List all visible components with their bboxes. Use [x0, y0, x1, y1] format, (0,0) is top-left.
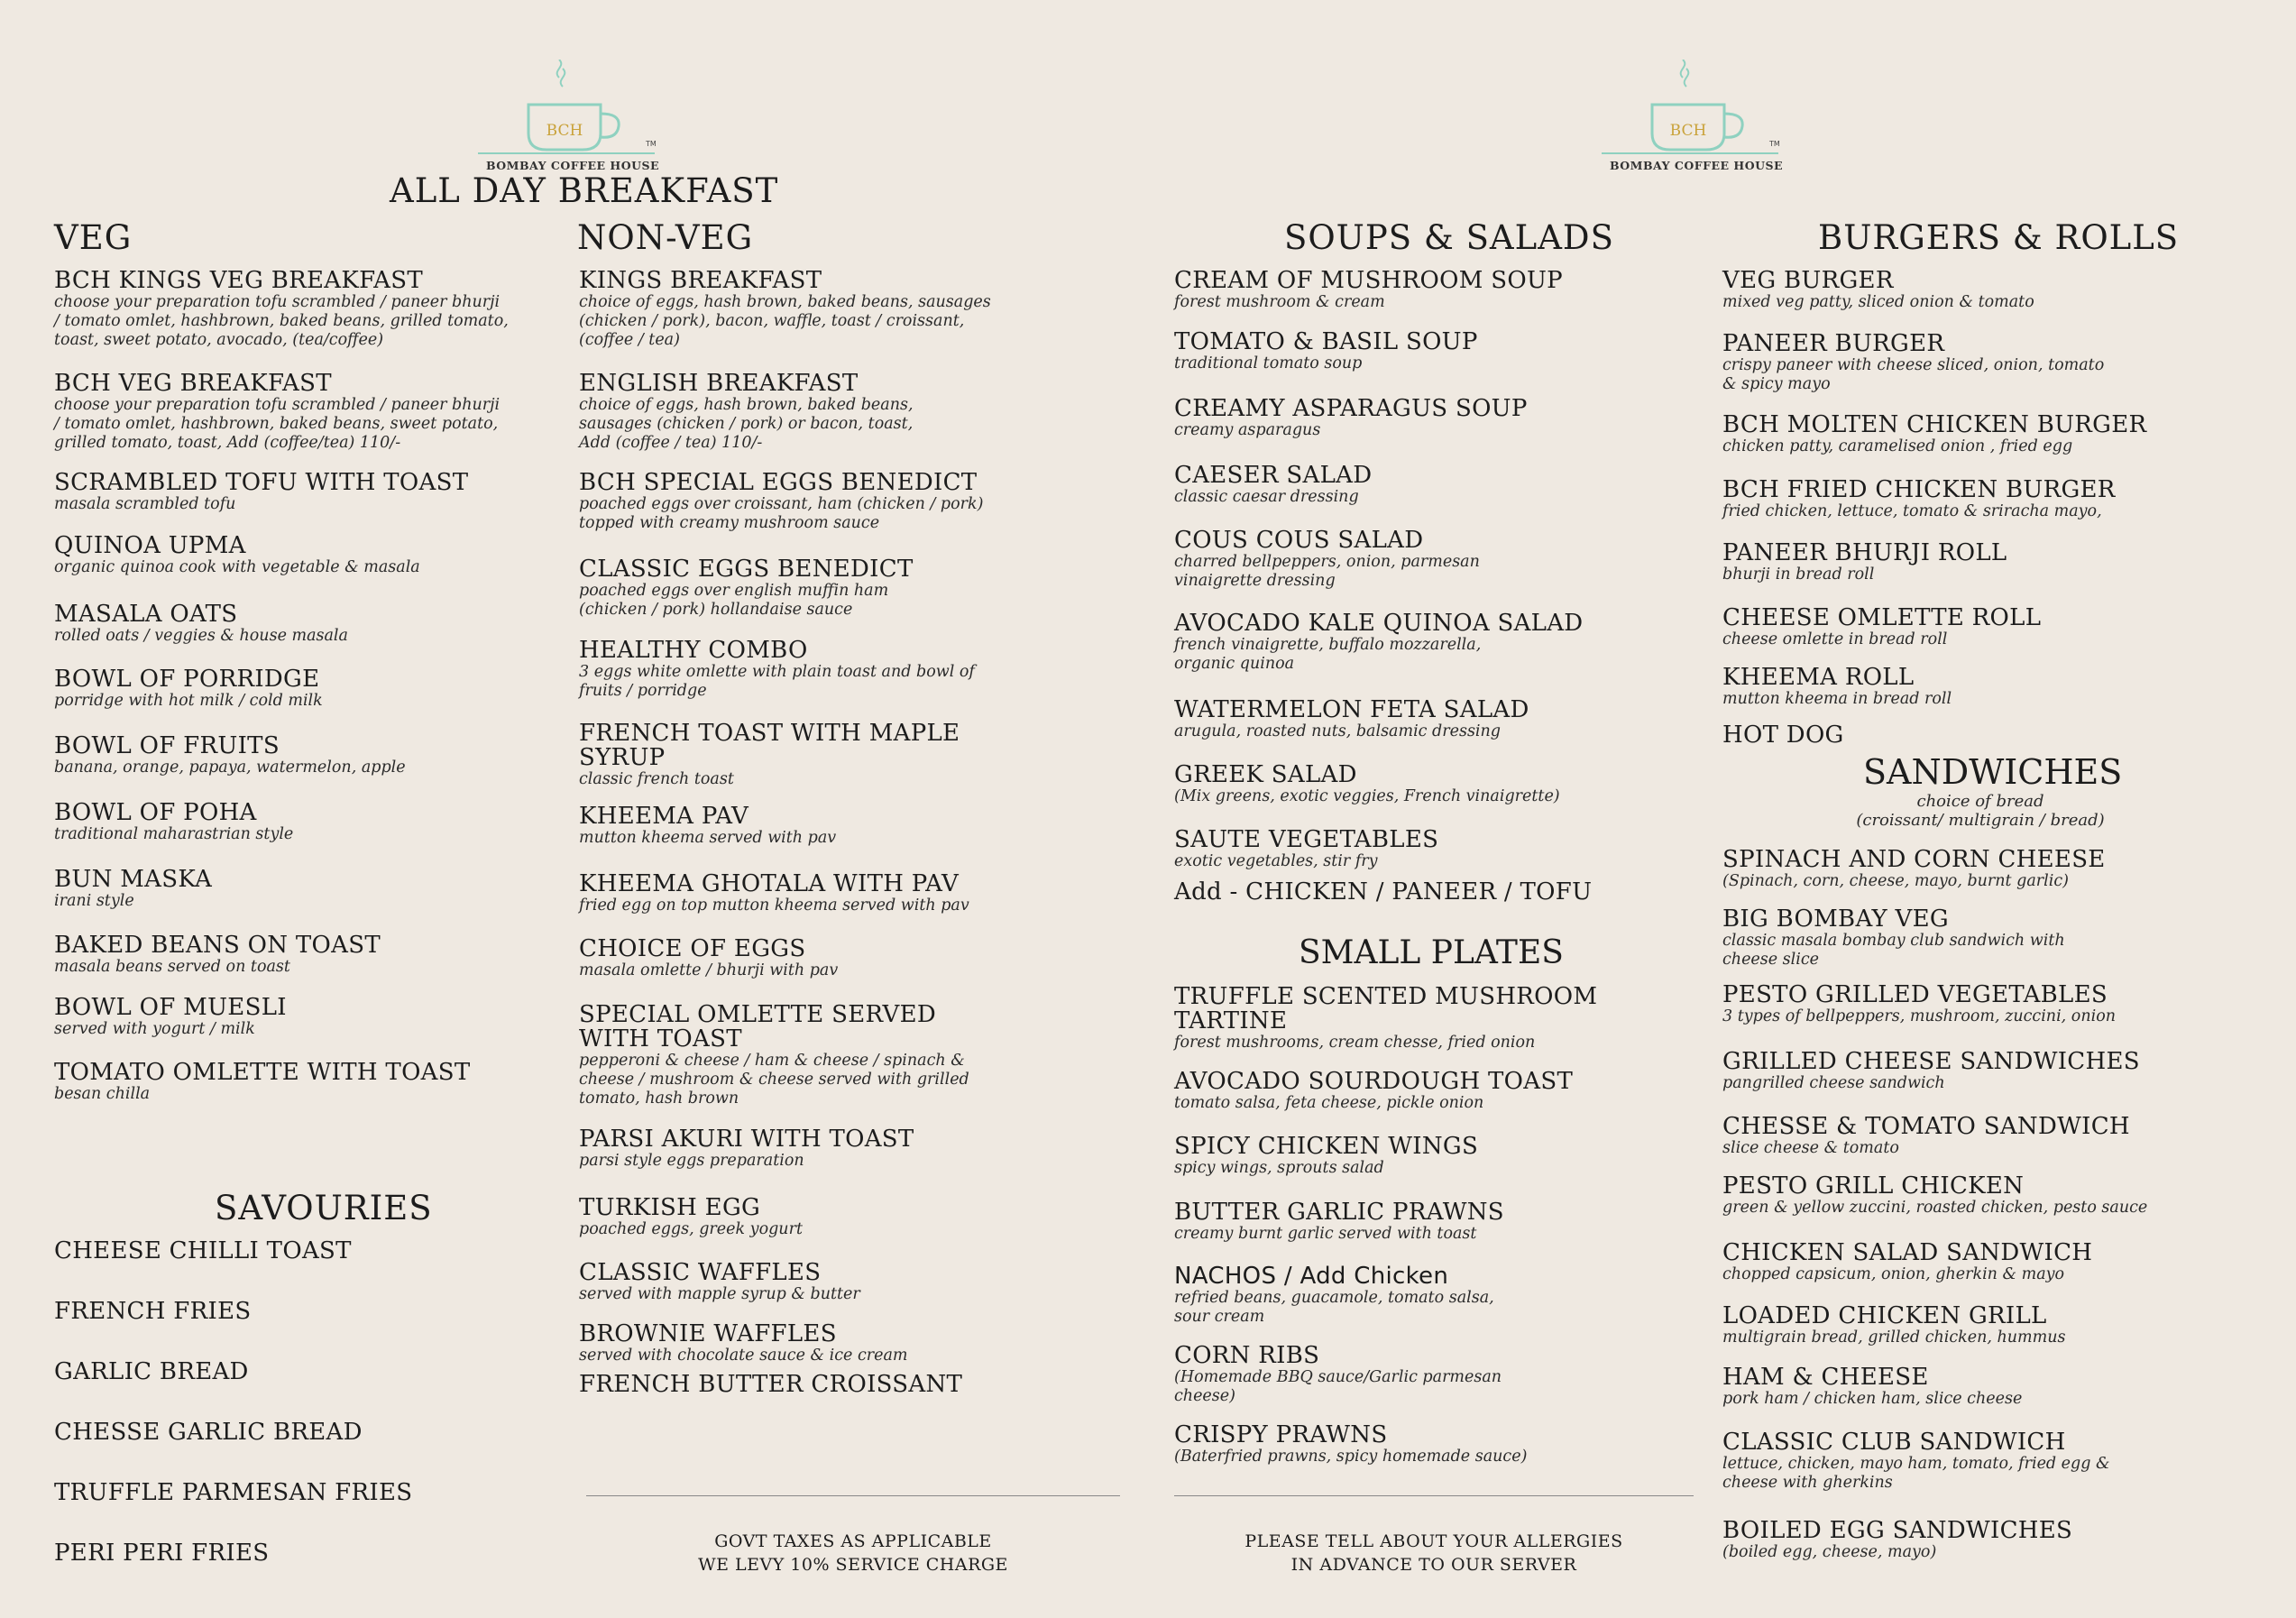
menu-item — [579, 372, 914, 453]
menu-item-desc: choice of eggs, hash brown, baked beans, sausages — [579, 293, 991, 311]
menu-item-desc: forest mushrooms, cream chesse, fried onion — [1174, 1034, 1536, 1052]
menu-item — [54, 1061, 471, 1104]
menu-item-name: PESTO GRILL CHICKEN — [1722, 1172, 2025, 1200]
menu-item-desc: served with yogurt / milk — [54, 1020, 255, 1038]
menu-item-name: SPICY CHICKEN WINGS — [1174, 1133, 1479, 1160]
menu-item-desc: poached eggs over croissant, ham (chicken / pork) — [579, 495, 984, 513]
menu-item-desc: irani style — [54, 892, 134, 910]
menu-item — [1174, 464, 1372, 507]
menu-item — [579, 471, 983, 533]
menu-item-desc: creamy asparagus — [1174, 421, 1321, 439]
menu-item-desc: organic quinoa — [1174, 655, 1295, 673]
brand-name: BOMBAY COFFEE HOUSE — [1609, 159, 1784, 172]
menu-item-desc: / tomato omlet, hashbrown, baked beans, grilled tomato, — [54, 312, 509, 330]
footer-taxes — [586, 1530, 1120, 1577]
menu-item-desc: 3 eggs white omlette with plain toast and bowl of — [579, 663, 975, 681]
menu-item-desc: (boiled egg, cheese, mayo) — [1722, 1543, 1937, 1561]
menu-item — [579, 722, 960, 789]
menu-item-name: BOWL OF FRUITS — [54, 732, 280, 759]
menu-item — [54, 471, 468, 514]
menu-item — [1722, 332, 2104, 394]
menu-item-name: BCH VEG BREAKFAST — [54, 370, 332, 397]
menu-item-name: GREEK SALAD — [1174, 761, 1357, 788]
menu-item-name: AVOCADO SOURDOUGH TOAST — [1174, 1068, 1574, 1095]
footer-line: GOVT TAXES AS APPLICABLE — [714, 1531, 992, 1551]
menu-item — [1174, 529, 1480, 591]
menu-item — [54, 602, 348, 646]
menu-item-desc: multigrain bread, grilled chicken, hummus — [1722, 1328, 2066, 1347]
menu-item-name: BIG BOMBAY VEG — [1722, 906, 1949, 933]
burgers-title: BURGERS & ROLLS — [1818, 218, 2180, 257]
menu-item-desc: fried egg on top mutton kheema served with pav — [579, 896, 969, 915]
menu-item — [1722, 723, 1844, 748]
menu-item-desc: topped with creamy mushroom sauce — [579, 514, 880, 532]
menu-item — [54, 996, 287, 1039]
menu-item-desc: pepperoni & cheese / ham & cheese / spinach & — [579, 1052, 965, 1070]
menu-item-name: BUN MASKA — [54, 866, 213, 893]
menu-item-name: CORN RIBS — [1174, 1342, 1320, 1369]
menu-item — [1722, 269, 2034, 312]
menu-item — [579, 1196, 803, 1239]
menu-item-desc: slice cheese & tomato — [1722, 1139, 1899, 1157]
menu-item-desc: exotic vegetables, stir fry — [1174, 852, 1378, 870]
menu-item — [1722, 1174, 2147, 1218]
menu-item-desc: tomato salsa, feta cheese, pickle onion — [1174, 1094, 1484, 1112]
menu-item — [54, 1360, 249, 1384]
menu-item — [579, 1127, 914, 1171]
menu-item — [1722, 1365, 2022, 1409]
menu-item-name: CLASSIC WAFFLES — [579, 1259, 822, 1286]
menu-item-name: CHESSE GARLIC BREAD — [54, 1419, 363, 1446]
menu-item-name: HAM & CHEESE — [1722, 1364, 1929, 1391]
menu-item-desc: (Mix greens, exotic veggies, French vinaigrette) — [1174, 787, 1560, 805]
menu-item-desc: refried beans, guacamole, tomato salsa, — [1174, 1289, 1494, 1307]
menu-item — [1722, 478, 2116, 521]
menu-item — [1722, 1115, 2130, 1158]
divider-left — [586, 1495, 1120, 1496]
menu-item — [54, 801, 293, 844]
menu-item-name: Add - CHICKEN / PANEER / TOFU — [1174, 878, 1593, 906]
menu-item — [1722, 907, 2065, 970]
menu-item-desc: (coffee / tea) — [579, 331, 680, 349]
menu-item — [579, 269, 991, 350]
menu-item-desc: classic caesar dressing — [1174, 488, 1359, 506]
svg-text:BCH: BCH — [1669, 122, 1707, 140]
menu-item-name: HOT DOG — [1722, 722, 1844, 749]
menu-item-name: KHEEMA GHOTALA WITH PAV — [579, 870, 960, 897]
menu-item — [1174, 1264, 1494, 1327]
menu-item-desc: cheese / mushroom & cheese served with grilled — [579, 1071, 969, 1089]
menu-item-desc: mutton kheema in bread roll — [1722, 690, 1952, 708]
menu-item-name: GARLIC BREAD — [54, 1358, 249, 1385]
menu-item-name: CHEESE OMLETTE ROLL — [1722, 604, 2042, 631]
menu-item — [579, 937, 838, 980]
menu-item-name: WATERMELON FETA SALAD — [1174, 696, 1529, 723]
menu-item-desc: served with chocolate sauce & ice cream — [579, 1347, 908, 1365]
menu-item-name: CHESSE & TOMATO SANDWICH — [1722, 1113, 2130, 1140]
menu-item-name: BUTTER GARLIC PRAWNS — [1174, 1199, 1504, 1226]
menu-item-desc: grilled tomato, toast, Add (coffee/tea) 110/- — [54, 434, 401, 452]
menu-item-name: HEALTHY COMBO — [579, 637, 808, 664]
menu-item — [579, 804, 836, 848]
menu-item-desc: toast, sweet potato, avocado, (tea/coffee) — [54, 331, 384, 349]
menu-item-desc: choose your preparation tofu scrambled / paneer bhurji — [54, 396, 501, 414]
menu-item — [54, 1300, 251, 1324]
menu-item-desc: french vinaigrette, buffalo mozzarella, — [1174, 636, 1482, 654]
soups-title: SOUPS & SALADS — [1284, 218, 1614, 257]
menu-item-desc: & spicy mayo — [1722, 375, 1831, 393]
menu-item-desc: charred bellpeppers, onion, parmesan — [1174, 553, 1480, 571]
menu-item-desc: served with mapple syrup & butter — [579, 1285, 860, 1303]
menu-item — [54, 667, 323, 711]
menu-item-desc: chopped capsicum, onion, gherkin & mayo — [1722, 1265, 2065, 1283]
menu-item — [1174, 763, 1560, 806]
menu-item-desc: organic quinoa cook with vegetable & masala — [54, 558, 420, 576]
menu-item-name: BOILED EGG SANDWICHES — [1722, 1517, 2073, 1544]
menu-item-name: FRENCH FRIES — [54, 1298, 252, 1325]
menu-item-name: MASALA OATS — [54, 601, 238, 628]
menu-item-desc: pork ham / chicken ham, slice cheese — [1722, 1390, 2023, 1408]
menu-item-name: SAUTE VEGETABLES — [1174, 826, 1439, 853]
menu-item-desc: Add (coffee / tea) 110/- — [579, 434, 763, 452]
menu-item-name: CRISPY PRAWNS — [1174, 1421, 1388, 1448]
menu-item-desc: (Spinach, corn, cheese, mayo, burnt garlic) — [1722, 872, 2069, 890]
menu-item-desc: bhurji in bread roll — [1722, 565, 1875, 584]
menu-item-desc: masala beans served on toast — [54, 958, 290, 976]
menu-item — [1174, 1344, 1502, 1406]
menu-item-desc: cheese omlette in bread roll — [1722, 630, 1948, 648]
menu-item-desc: crispy paneer with cheese sliced, onion, tomato — [1722, 356, 2105, 374]
menu-item — [579, 1003, 969, 1108]
menu-item — [1174, 397, 1528, 440]
menu-item — [1722, 1050, 2140, 1093]
menu-item-desc: fried chicken, lettuce, tomato & sriracha mayo, — [1722, 502, 2102, 520]
menu-item-desc: mixed veg patty, sliced onion & tomato — [1722, 293, 2034, 311]
menu-item-desc: cheese) — [1174, 1387, 1235, 1405]
menu-item-name: TRUFFLE PARMESAN FRIES — [54, 1479, 413, 1506]
menu-item-name: SYRUP — [579, 744, 666, 771]
menu-item — [579, 1373, 962, 1397]
menu-item-desc: cheese with gherkins — [1722, 1474, 1893, 1492]
menu-item-desc: (Homemade BBQ sauce/Garlic parmesan — [1174, 1368, 1502, 1386]
menu-item — [54, 868, 212, 911]
menu-item — [1722, 606, 2041, 649]
menu-item-name: PESTO GRILLED VEGETABLES — [1722, 981, 2108, 1008]
menu-item-desc: (Baterfried prawns, spicy homemade sauce) — [1174, 1448, 1528, 1466]
menu-item-name: FRENCH TOAST WITH MAPLE — [579, 720, 960, 747]
menu-item-desc: forest mushroom & cream — [1174, 293, 1385, 311]
sandwiches-subtitle — [1836, 792, 2125, 830]
nonveg-title: NON-VEG — [577, 218, 754, 257]
menu-item-desc: / tomato omlet, hashbrown, baked beans, sweet potato, — [54, 415, 499, 433]
menu-item — [579, 1322, 908, 1365]
menu-item-name: BOWL OF MUESLI — [54, 994, 287, 1021]
footer-line: IN ADVANCE TO OUR SERVER — [1290, 1555, 1577, 1575]
menu-item-name: TOMATO & BASIL SOUP — [1174, 328, 1478, 355]
menu-item — [1174, 1135, 1478, 1178]
menu-item-desc: lettuce, chicken, mayo ham, tomato, fried egg & — [1722, 1455, 2110, 1473]
menu-item-desc: traditional maharastrian style — [54, 825, 294, 843]
menu-item-name: PARSI AKURI WITH TOAST — [579, 1126, 914, 1153]
small-plates-title: SMALL PLATES — [1299, 934, 1564, 971]
all-day-breakfast-title: ALL DAY BREAKFAST — [390, 171, 779, 210]
menu-item — [1722, 1519, 2072, 1562]
menu-item — [54, 933, 381, 977]
menu-item-desc: poached eggs, greek yogurt — [579, 1220, 803, 1238]
subtitle-line: (croissant/ multigrain / bread) — [1856, 811, 2105, 830]
menu-item — [579, 872, 969, 915]
menu-item — [1722, 1241, 2092, 1284]
menu-item-desc: parsi style eggs preparation — [579, 1152, 804, 1170]
menu-item-name: CHEESE CHILLI TOAST — [54, 1237, 352, 1264]
menu-item-name: TARTINE — [1174, 1007, 1288, 1034]
menu-item-desc: poached eggs over english muffin ham — [579, 582, 889, 600]
menu-item — [54, 1481, 412, 1505]
menu-item-name: BCH KINGS VEG BREAKFAST — [54, 267, 423, 294]
menu-item — [54, 1239, 352, 1264]
menu-item — [1174, 1070, 1573, 1113]
menu-item-desc: masala omlette / bhurji with pav — [579, 961, 839, 979]
divider-right — [1174, 1495, 1694, 1496]
menu-item-desc: classic masala bombay club sandwich with — [1722, 932, 2065, 950]
veg-title: VEG — [54, 218, 133, 257]
menu-item — [1722, 1430, 2110, 1493]
menu-item-desc: 3 types of bellpeppers, mushroom, zuccini, onion — [1722, 1007, 2117, 1025]
menu-item-desc: choice of eggs, hash brown, baked beans, — [579, 396, 914, 414]
menu-item-name: SPECIAL OMLETTE SERVED — [579, 1001, 936, 1028]
menu-item-desc: sausages (chicken / pork) or bacon, toast, — [579, 415, 914, 433]
menu-item — [579, 1261, 860, 1304]
menu-item — [1174, 1423, 1527, 1466]
menu-item-name: COUS COUS SALAD — [1174, 527, 1424, 554]
menu-item-name: CREAMY ASPARAGUS SOUP — [1174, 395, 1528, 422]
menu-item-name: QUINOA UPMA — [54, 532, 246, 559]
menu-item-name: KHEEMA ROLL — [1722, 664, 1915, 691]
menu-item-name: NACHOS / Add Chicken — [1174, 1263, 1449, 1290]
menu-item-name: KINGS BREAKFAST — [579, 267, 822, 294]
menu-item-name: AVOCADO KALE QUINOA SALAD — [1174, 610, 1584, 637]
menu-item — [1174, 985, 1597, 1053]
logo-right — [1593, 60, 1800, 172]
menu-item-name: CHOICE OF EGGS — [579, 935, 806, 962]
menu-item-name: BAKED BEANS ON TOAST — [54, 932, 381, 959]
menu-item-desc: pangrilled cheese sandwich — [1722, 1074, 1945, 1092]
menu-item-name: CREAM OF MUSHROOM SOUP — [1174, 267, 1563, 294]
menu-item-name: CAESER SALAD — [1174, 462, 1373, 489]
menu-item — [1174, 1200, 1504, 1244]
menu-item — [1174, 269, 1563, 312]
savouries-title: SAVOURIES — [215, 1189, 433, 1227]
menu-item-desc: choose your preparation tofu scrambled / paneer bhurji — [54, 293, 501, 311]
menu-item — [579, 639, 975, 701]
menu-item — [54, 1420, 363, 1445]
menu-item-name: BCH MOLTEN CHICKEN BURGER — [1722, 411, 2147, 438]
menu-item — [1722, 848, 2106, 891]
menu-item-name: PANEER BHURJI ROLL — [1722, 539, 2007, 566]
menu-item-desc: (chicken / pork), bacon, waffle, toast / croissant, — [579, 312, 965, 330]
logo-left — [469, 60, 676, 172]
menu-item — [1174, 880, 1592, 905]
menu-item — [1174, 330, 1478, 373]
menu-item — [54, 372, 500, 453]
coffee-cup-icon — [469, 60, 676, 161]
menu-item-name: WITH TOAST — [579, 1025, 742, 1053]
menu-item-desc: (chicken / pork) hollandaise sauce — [579, 601, 853, 619]
menu-item-desc: banana, orange, papaya, watermelon, apple — [54, 758, 406, 777]
menu-item — [579, 557, 914, 620]
menu-item-name: LOADED CHICKEN GRILL — [1722, 1302, 2047, 1329]
menu-item — [1174, 698, 1529, 741]
menu-item-desc: cheese slice — [1722, 951, 1820, 969]
menu-item-name: VEG BURGER — [1722, 267, 1894, 294]
menu-item-desc: tomato, hash brown — [579, 1089, 739, 1108]
menu-item — [54, 534, 420, 577]
menu-item — [54, 734, 406, 777]
menu-item-desc: rolled oats / veggies & house masala — [54, 627, 348, 645]
subtitle-line: choice of bread — [1916, 792, 2044, 811]
menu-item — [54, 1541, 269, 1566]
menu-item-name: CLASSIC CLUB SANDWICH — [1722, 1429, 2066, 1456]
menu-item-desc: classic french toast — [579, 770, 734, 788]
menu-item-name: TURKISH EGG — [579, 1194, 761, 1221]
menu-item-name: PANEER BURGER — [1722, 330, 1945, 357]
menu-item-name: CLASSIC EGGS BENEDICT — [579, 556, 914, 583]
svg-text:TM: TM — [646, 140, 657, 148]
menu-item — [54, 269, 509, 350]
menu-item-desc: chicken patty, caramelised onion , fried egg — [1722, 437, 2073, 455]
menu-item-desc: arugula, roasted nuts, balsamic dressing — [1174, 722, 1502, 740]
menu-item-name: PERI PERI FRIES — [54, 1540, 270, 1567]
menu-item-name: BCH SPECIAL EGGS BENEDICT — [579, 469, 978, 496]
menu-item-name: TOMATO OMLETTE WITH TOAST — [54, 1059, 471, 1086]
menu-item-desc: masala scrambled tofu — [54, 495, 236, 513]
footer-allergies — [1174, 1530, 1694, 1577]
menu-item-desc: porridge with hot milk / cold milk — [54, 692, 323, 710]
menu-item-name: TRUFFLE SCENTED MUSHROOM — [1174, 983, 1598, 1010]
menu-item-desc: spicy wings, sprouts salad — [1174, 1159, 1384, 1177]
menu-item-desc: creamy burnt garlic served with toast — [1174, 1225, 1477, 1243]
menu-item-name: CHICKEN SALAD SANDWICH — [1722, 1239, 2093, 1266]
menu-item — [1174, 611, 1583, 674]
menu-item-desc: vinaigrette dressing — [1174, 572, 1336, 590]
menu-item-name: BROWNIE WAFFLES — [579, 1320, 837, 1347]
menu-item — [1174, 828, 1438, 871]
menu-item-name: BCH FRIED CHICKEN BURGER — [1722, 476, 2116, 503]
footer-line: PLEASE TELL ABOUT YOUR ALLERGIES — [1244, 1531, 1623, 1551]
svg-text:BCH: BCH — [546, 122, 583, 140]
menu-item — [1722, 541, 2007, 584]
menu-item-desc: traditional tomato soup — [1174, 354, 1363, 372]
menu-item-name: SCRAMBLED TOFU WITH TOAST — [54, 469, 469, 496]
menu-item-name: BOWL OF POHA — [54, 799, 257, 826]
menu-item-desc: green & yellow zuccini, roasted chicken, pesto sauce — [1722, 1199, 2148, 1217]
menu-item — [1722, 983, 2116, 1026]
menu-item — [1722, 1304, 2066, 1347]
menu-item-desc: sour cream — [1174, 1308, 1265, 1326]
menu-item-desc: mutton kheema served with pav — [579, 829, 837, 847]
menu-item-name: GRILLED CHEESE SANDWICHES — [1722, 1048, 2140, 1075]
menu-item-name: KHEEMA PAV — [579, 803, 749, 830]
brand-name: BOMBAY COFFEE HOUSE — [485, 159, 660, 172]
menu-item-name: ENGLISH BREAKFAST — [579, 370, 859, 397]
menu-item-name: SPINACH AND CORN CHEESE — [1722, 846, 2106, 873]
coffee-cup-icon — [1593, 60, 1800, 161]
footer-line: WE LEVY 10% SERVICE CHARGE — [698, 1555, 1008, 1575]
menu-item-desc: besan chilla — [54, 1085, 151, 1103]
svg-text:TM: TM — [1769, 140, 1780, 148]
menu-item-desc: fruits / porridge — [579, 682, 707, 700]
menu-item — [1722, 666, 1952, 709]
menu-item-name: BOWL OF PORRIDGE — [54, 666, 320, 693]
menu-item-name: FRENCH BUTTER CROISSANT — [579, 1371, 963, 1398]
sandwiches-title: SANDWICHES — [1863, 752, 2123, 792]
menu-item — [1722, 413, 2146, 456]
